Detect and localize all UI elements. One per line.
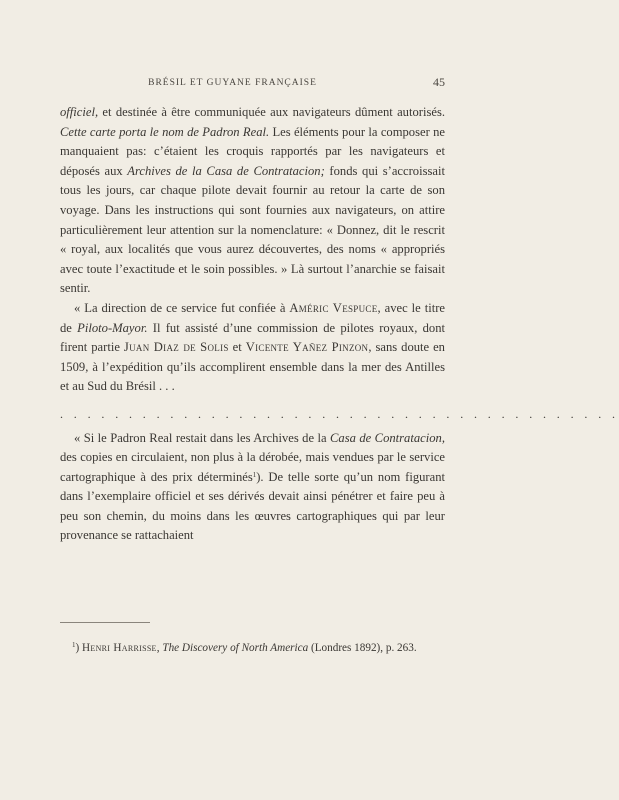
text: ,	[156, 642, 163, 654]
paragraph-3	[60, 429, 445, 547]
book-title: The Discovery of North America	[162, 642, 309, 654]
person-name: Juan Diaz de Solis	[123, 340, 229, 355]
text: et	[228, 340, 246, 355]
text: Les éléments pour la composer ne manquaient pas: c’étaient les croquis rapportés par les navigateurs et déposés aux	[60, 124, 445, 178]
text: (Londres 1892), p. 263.	[308, 642, 417, 654]
text: « Si le Padron Real restait dans les Archives de la	[74, 430, 331, 445]
footnote-divider	[60, 622, 150, 623]
ellipsis-separator: . . . . . . . . . . . . . . . . . . . . . . . . . . . . . . . . . . . . . . . . .	[60, 406, 619, 421]
text-italic: officiel,	[60, 105, 99, 119]
author-name: Henri Harrisse	[82, 642, 157, 654]
paragraph-1	[60, 103, 445, 299]
text: , avec le titre de	[60, 300, 445, 335]
text: « La direction de ce service fut confiée à	[74, 300, 290, 315]
paragraph-2	[60, 299, 445, 397]
text: fonds qui s’accroissait tous les jours, car chaque pilote devait fournir au retour la carte de son voyage. Dans les instructions qui sont fournies aux navigateurs, on attire particulièrement leur attention sur la nomenclature: « Donnez, dit le rescrit « royal, aux localités que vous aurez découvertes, des noms « appropriés avec toute l’exactitude et le soin possibles. » Là surtout l’anarchie se faisait sentir.	[60, 163, 445, 296]
person-name: Vicente Yañez Pinzon	[245, 340, 369, 355]
text-italic: Piloto-Mayor.	[77, 320, 148, 335]
footnote	[60, 640, 445, 657]
text: Il fut assisté d’une commission de pilotes royaux, dont firent partie	[60, 320, 446, 355]
text: des copies en circulaient, non plus à la dérobée, mais vendues par le service cartographique à des prix déterminés	[60, 450, 445, 484]
text-italic: Casa de Contratacion,	[330, 430, 445, 445]
text: , sans doute en 1509, à l’expédition qu’ils accomplirent ensemble dans la mer des Antilles et au Sud du Brésil . . .	[60, 340, 445, 394]
text: ). De telle sorte qu’un nom figurant dans l’exemplaire officiel et ses dérivés devait ainsi pénétrer et faire peu à peu son chemin, du moins dans les œuvres cartographiques qui par leur provenance se rattachaient	[60, 469, 445, 543]
footnote-reference: 1	[252, 470, 257, 479]
text: et destinée à être communiquée aux navigateurs dûment autorisés.	[98, 105, 445, 119]
text: )	[75, 642, 83, 654]
page-number: 45	[433, 75, 445, 89]
text-italic: Cette carte porta le nom de Padron Real.	[60, 124, 270, 139]
text-italic: Archives de la Casa de Contratacion;	[127, 163, 325, 178]
body-text	[60, 103, 619, 546]
person-name: Améric Vespuce	[289, 300, 378, 315]
running-head: BRÉSIL ET GUYANE FRANÇAISE	[148, 78, 317, 88]
footnote-marker: 1	[72, 641, 76, 649]
